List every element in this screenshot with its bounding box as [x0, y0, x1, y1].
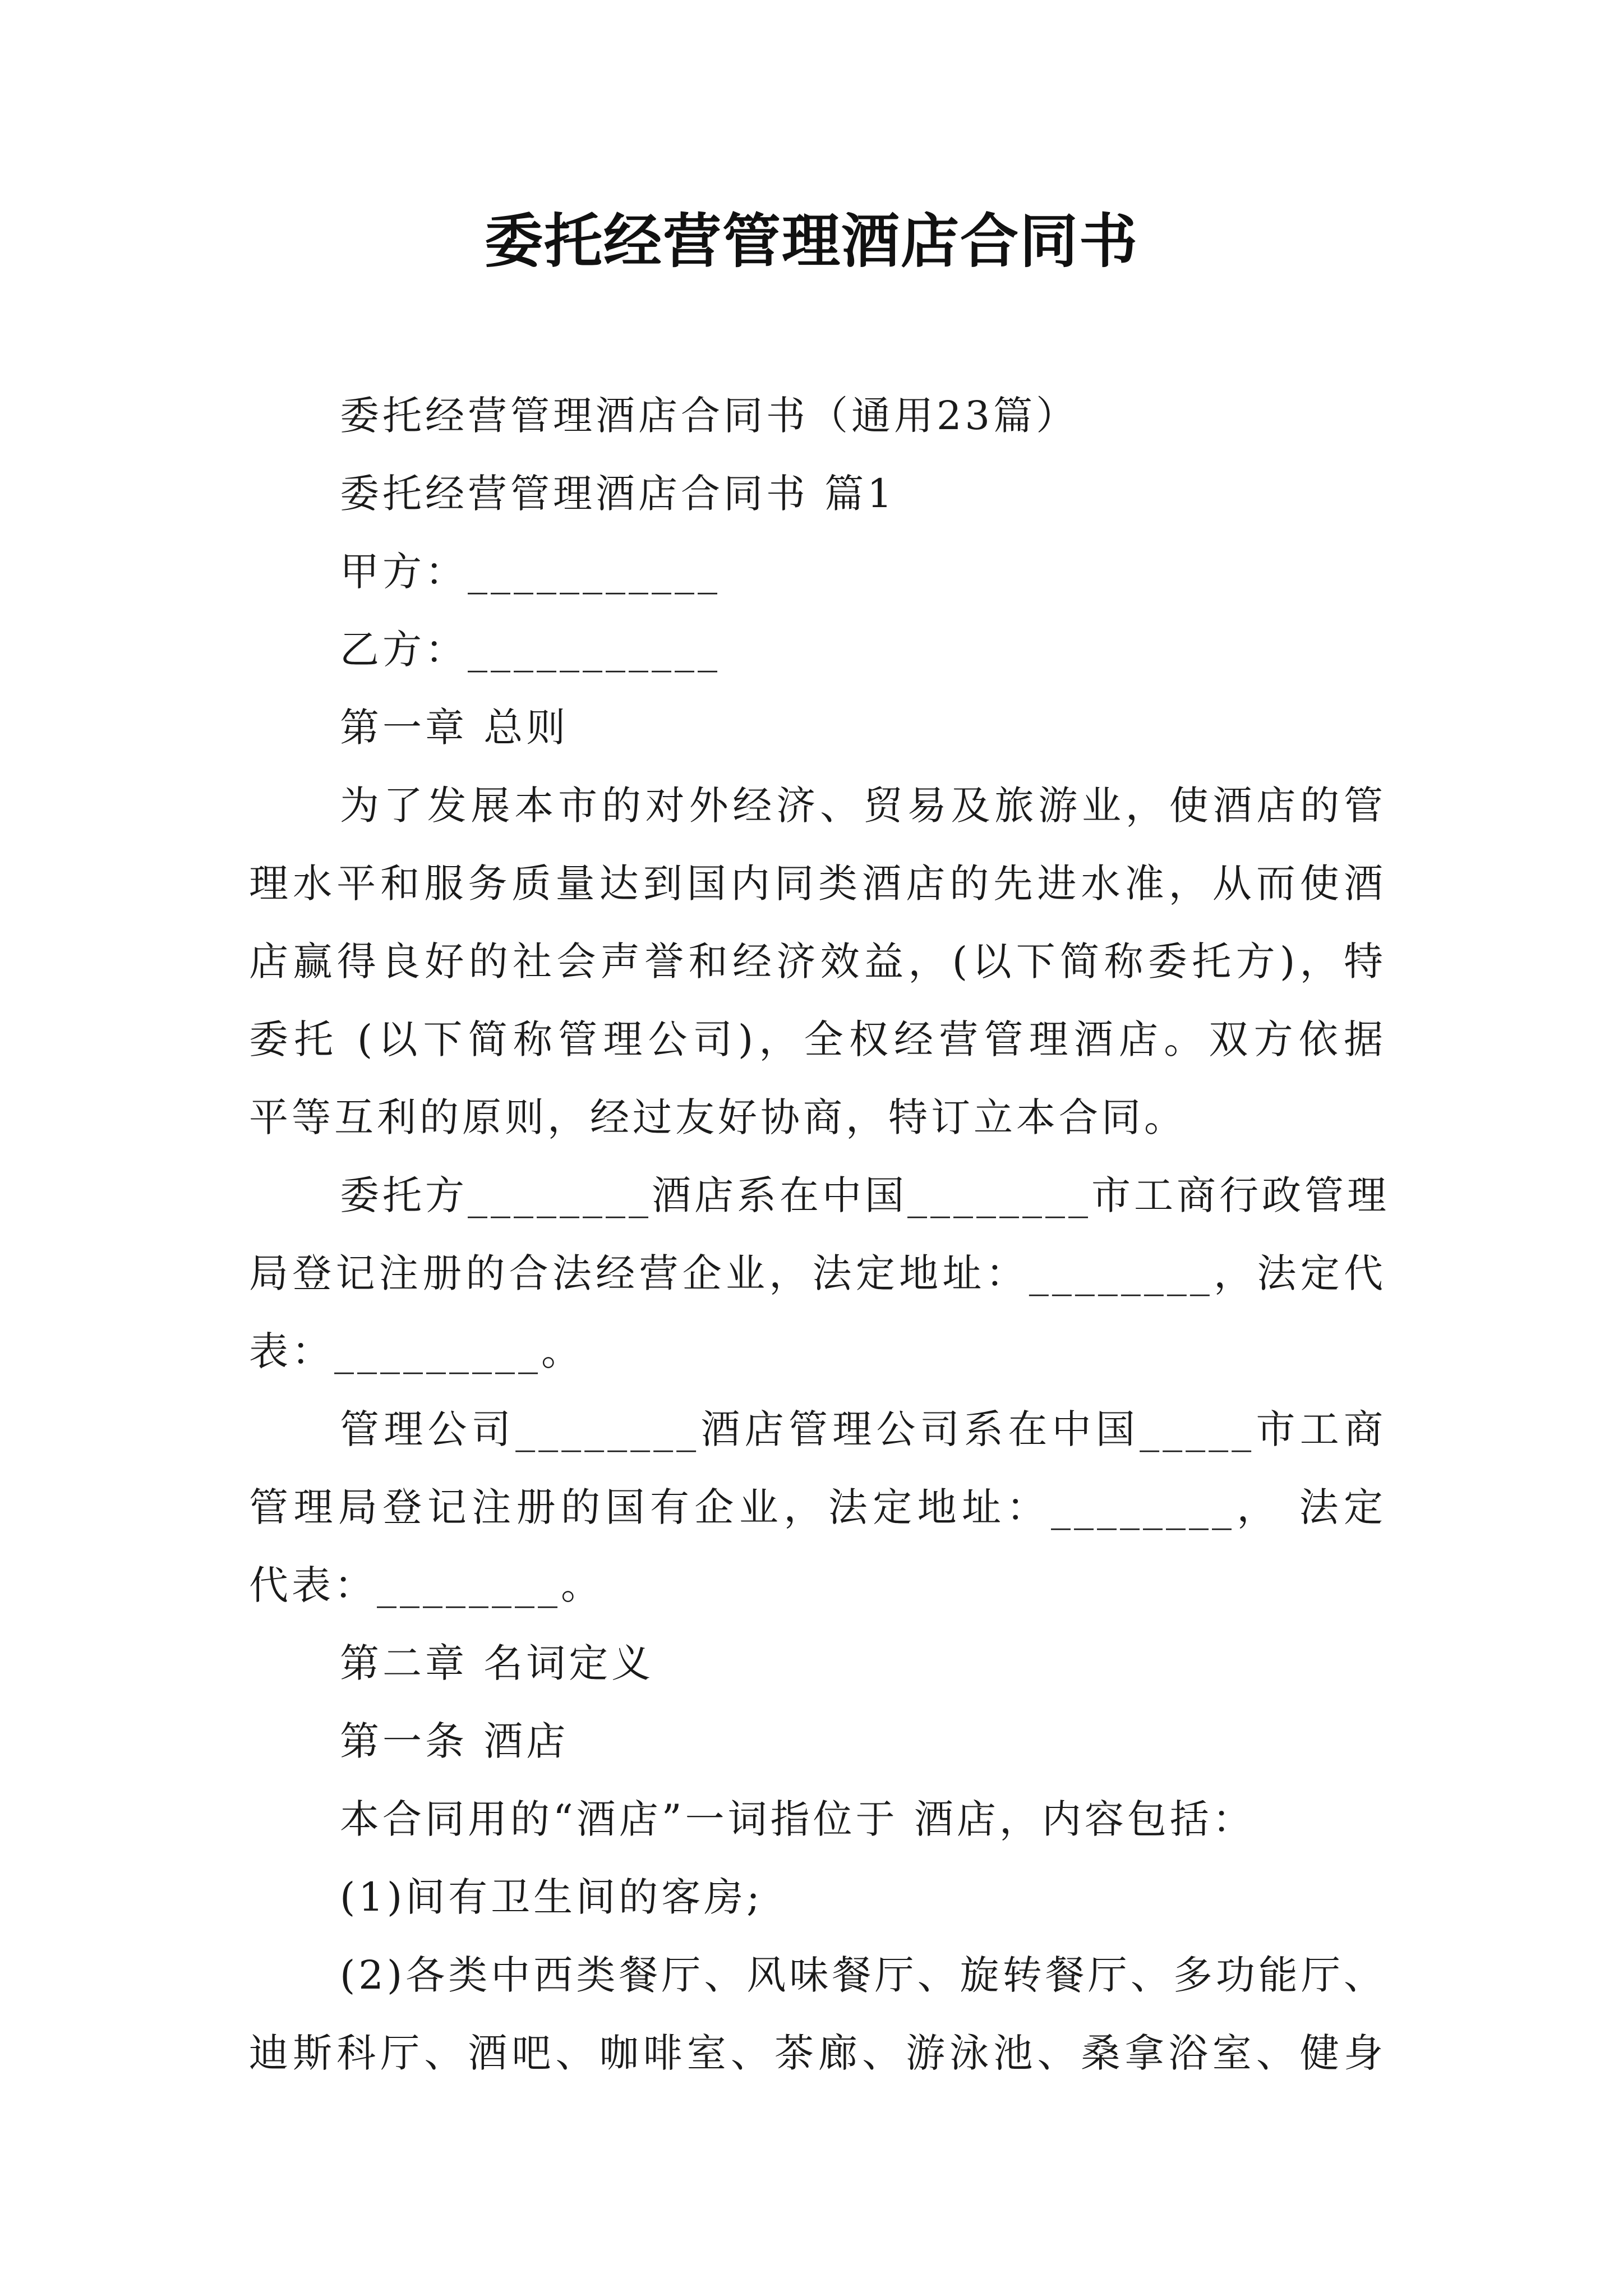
paragraph-line: 管理公司________酒店管理公司系在中国_____市工商: [340, 1406, 1386, 1452]
article-heading: 第一条 酒店: [340, 1718, 569, 1764]
section-heading: 委托经营管理酒店合同书 篇1: [340, 471, 896, 517]
paragraph-line: 迪斯科厅、酒吧、咖啡室、茶廊、游泳池、桑拿浴室、健身: [249, 2030, 1386, 2076]
paragraph-line: 委托方________酒店系在中国________市工商行政管理: [340, 1172, 1390, 1218]
chapter-heading: 第一章 总则: [340, 705, 569, 751]
paragraph-line: 表：_________。: [249, 1328, 584, 1374]
paragraph-line: 委托 (以下简称管理公司)，全权经营管理酒店。双方依据: [249, 1016, 1386, 1062]
paragraph-entrusting-party: [249, 1157, 1390, 1391]
chapter-heading: 第二章 名词定义: [340, 1640, 654, 1686]
paragraph-line: 店赢得良好的社会声誉和经济效益，(以下简称委托方)，特: [249, 938, 1386, 984]
document-title: 委托经营管理酒店合同书: [484, 206, 1138, 275]
paragraph-line: 局登记注册的合法经营企业，法定地址：________，法定代: [249, 1250, 1386, 1296]
paragraph-line: 管理局登记注册的国有企业，法定地址：________， 法定: [249, 1484, 1386, 1530]
list-item: (1)间有卫生间的客房;: [340, 1874, 763, 1920]
party-a-line: 甲方：___________: [340, 549, 721, 595]
paragraph-line: 代表：________。: [249, 1562, 603, 1608]
paragraph-line: 理水平和服务质量达到国内同类酒店的先进水准，从而使酒: [249, 861, 1386, 907]
paragraph-facilities: [249, 1936, 1386, 2092]
paragraph-line: 为了发展本市的对外经济、贸易及旅游业，使酒店的管: [340, 783, 1386, 829]
paragraph-line: (2)各类中西类餐厅、风味餐厅、旋转餐厅、多功能厅、: [340, 1952, 1386, 1998]
paragraph-line: 平等互利的原则，经过友好协商，特订立本合同。: [249, 1094, 1187, 1140]
paragraph-purpose: [249, 767, 1386, 1157]
subtitle-line: 委托经营管理酒店合同书（通用23篇）: [340, 393, 1079, 439]
party-b-line: 乙方：___________: [340, 627, 721, 673]
document-body: [249, 377, 1390, 2092]
definition-line: 本合同用的“酒店”一词指位于 酒店，内容包括：: [340, 1796, 1255, 1842]
paragraph-management-company: [249, 1391, 1386, 1625]
